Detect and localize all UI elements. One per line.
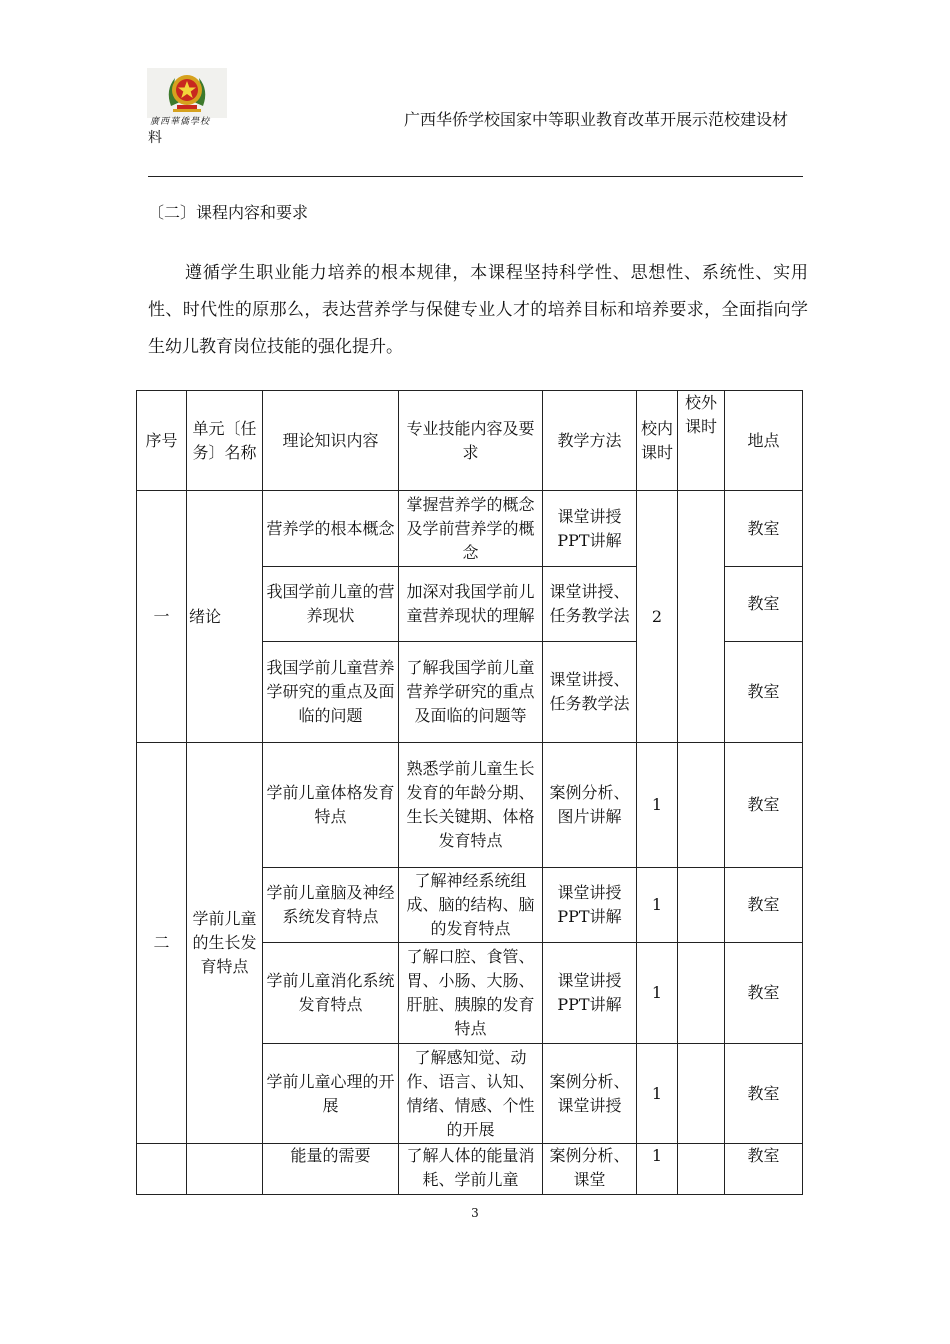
skill-cell: 了解我国学前儿童营养学研究的重点及面临的问题等: [399, 642, 543, 743]
logo-caption: 廣西華僑學校: [150, 117, 211, 127]
hours-external-cell: [678, 743, 725, 868]
intro-paragraph: 遵循学生职业能力培养的根本规律，本课程坚持科学性、思想性、系统性、实用性、时代性的原那么，表达营养学与保健专业人才的培养目标和培养要求，全面指向学生幼儿教育岗位技能的强化提升。: [148, 263, 808, 357]
hours-external-cell: [678, 1044, 725, 1144]
unit-name: 学前儿童的生长发育特点: [187, 743, 263, 1144]
hours-external-cell: [678, 868, 725, 943]
hours-external-cell: [678, 943, 725, 1044]
theory-cell: 我国学前儿童的营养现状: [263, 567, 399, 642]
table-header-row: [137, 391, 803, 491]
header-divider: [148, 176, 803, 177]
hours-internal-cell: 1: [637, 743, 678, 868]
skill-cell: 了解神经系统组成、脑的结构、脑的发育特点: [399, 868, 543, 943]
place-cell: 教室: [725, 943, 803, 1044]
place-cell: 教室: [725, 567, 803, 642]
skill-cell: 了解人体的能量消耗、学前儿童: [399, 1144, 543, 1195]
header-place: 地点: [725, 391, 803, 491]
theory-cell: 学前儿童心理的开展: [263, 1044, 399, 1144]
table-row: [137, 1144, 803, 1195]
section-heading: 〔二〕课程内容和要求: [148, 203, 309, 222]
hours-external-cell: [678, 491, 725, 743]
method-cell: 课堂讲授、任务教学法: [543, 567, 637, 642]
place-cell: 教室: [725, 1144, 803, 1195]
skill-cell: 加深对我国学前儿童营养现状的理解: [399, 567, 543, 642]
hours-internal-cell: 1: [637, 868, 678, 943]
hours-internal-cell: 1: [637, 1044, 678, 1144]
header-number: 序号: [137, 391, 187, 491]
course-content-table: [136, 390, 803, 1195]
skill-cell: 熟悉学前儿童生长发育的年龄分期、生长关键期、体格发育特点: [399, 743, 543, 868]
unit-number: 二: [137, 743, 187, 1144]
skill-cell: 掌握营养学的概念及学前营养学的概念: [399, 491, 543, 567]
place-cell: 教室: [725, 743, 803, 868]
theory-cell: 我国学前儿童营养学研究的重点及面临的问题: [263, 642, 399, 743]
hours-internal-cell: 1: [637, 943, 678, 1044]
place-cell: 教室: [725, 1044, 803, 1144]
header-theory: 理论知识内容: [263, 391, 399, 491]
theory-cell: 学前儿童消化系统发育特点: [263, 943, 399, 1044]
theory-cell: 学前儿童脑及神经系统发育特点: [263, 868, 399, 943]
unit-name: [187, 1144, 263, 1195]
theory-cell: 学前儿童体格发育特点: [263, 743, 399, 868]
method-cell: 课堂讲授PPT讲解: [543, 491, 637, 567]
table-row: [137, 743, 803, 868]
theory-cell: 能量的需要: [263, 1144, 399, 1195]
header-title-overflow: 料: [148, 130, 162, 146]
method-cell: 案例分析、课堂: [543, 1144, 637, 1195]
header-skill: 专业技能内容及要求: [399, 391, 543, 491]
header-hours-external: 校外课时: [678, 391, 725, 491]
header-hours-internal: 校内课时: [637, 391, 678, 491]
method-cell: 课堂讲授PPT讲解: [543, 943, 637, 1044]
method-cell: 案例分析、课堂讲授: [543, 1044, 637, 1144]
hours-external-cell: [678, 1144, 725, 1195]
hours-internal-cell: 2: [637, 491, 678, 743]
skill-cell: 了解口腔、食管、胃、小肠、大肠、肝脏、胰腺的发育特点: [399, 943, 543, 1044]
place-cell: 教室: [725, 868, 803, 943]
header-title: 广西华侨学校国家中等职业教育改革开展示范校建设材: [403, 110, 788, 129]
place-cell: 教室: [725, 491, 803, 567]
unit-number: [137, 1144, 187, 1195]
table-row: [137, 491, 803, 567]
skill-cell: 了解感知觉、动作、语言、认知、情绪、情感、个性的开展: [399, 1044, 543, 1144]
method-cell: 课堂讲授、任务教学法: [543, 642, 637, 743]
theory-cell: 营养学的根本概念: [263, 491, 399, 567]
page-number: 3: [471, 1206, 479, 1220]
place-cell: 教室: [725, 642, 803, 743]
method-cell: 案例分析、图片讲解: [543, 743, 637, 868]
hours-internal-cell: 1: [637, 1144, 678, 1195]
method-cell: 课堂讲授PPT讲解: [543, 868, 637, 943]
unit-number: 一: [137, 491, 187, 743]
unit-name: 绪论: [187, 491, 263, 743]
header-method: 教学方法: [543, 391, 637, 491]
header-unit-name: 单元〔任务〕名称: [187, 391, 263, 491]
